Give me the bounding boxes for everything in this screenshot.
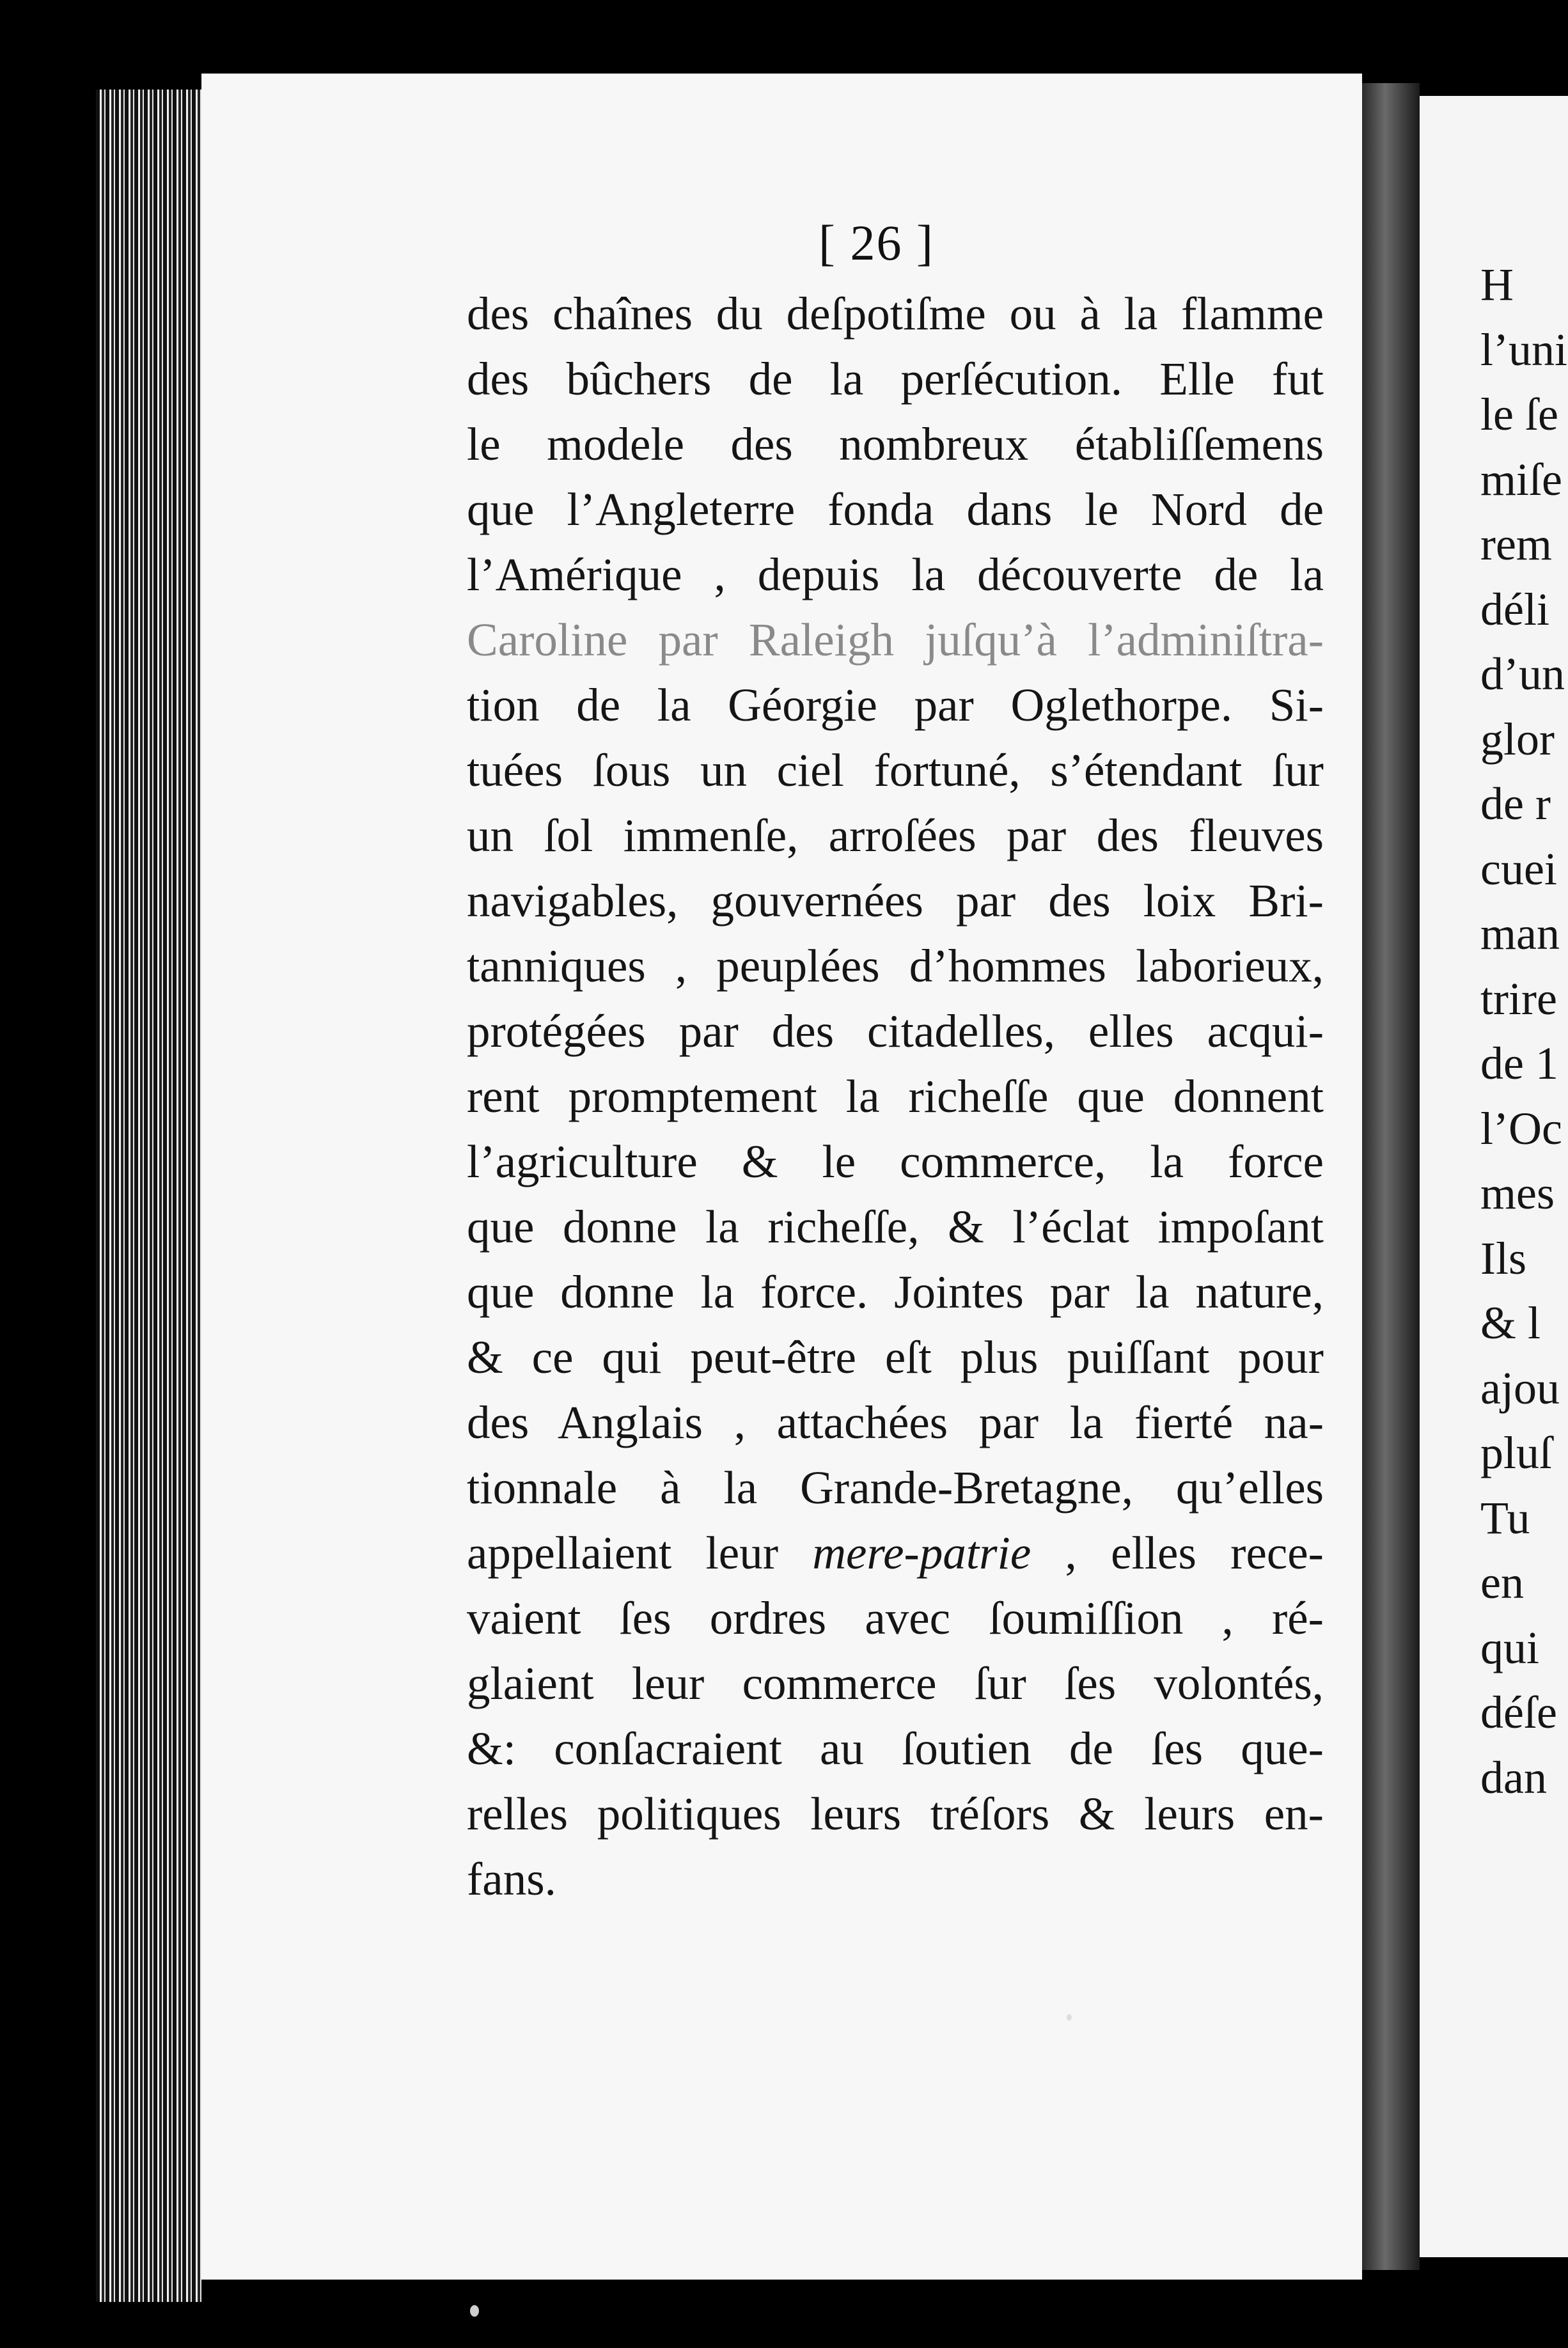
text-line: que l’Angleterre fonda dans le Nord de [467,483,1324,535]
text-line: miſe [1480,453,1562,505]
text-line: que donne la force. Jointes par la nature, [467,1266,1324,1318]
text-line: trire [1480,973,1557,1024]
text-line: l’agriculture & le commerce, la force [467,1136,1324,1187]
text-line: &: conſacraient au ſoutien de ſes que- [467,1723,1324,1774]
book-gutter [1362,83,1420,2270]
text-line: H [1480,259,1514,310]
text-line: dan [1480,1751,1547,1803]
text-fragment: appellaient leur [467,1527,813,1579]
text-line: l’uni [1480,324,1567,375]
text-line: un ſol immenſe, arroſées par des fleuves [467,810,1324,861]
text-line: rent promptement la richeſſe que donnent [467,1070,1324,1122]
text-line: des Anglais , attachées par la fierté na- [467,1397,1324,1448]
text-line-with-italic [467,1521,1324,1586]
text-line: rem [1480,519,1552,570]
text-line: que donne la richeſſe, & l’éclat impoſant [467,1201,1324,1253]
text-line: ajou [1480,1362,1560,1414]
text-line: protégées par des citadelles, elles acqui- [467,1005,1324,1057]
text-line: & l [1480,1297,1541,1349]
text-line: tion de la Géorgie par Oglethorpe. Si- [467,679,1324,731]
text-line: Tu [1480,1492,1530,1544]
text-line: Caroline par Raleigh juſqu’à l’adminiſtra- [467,614,1324,666]
text-line: l’Amérique , depuis la découverte de la [467,549,1324,600]
text-line: fans. [467,1853,556,1905]
text-line: de r [1480,778,1551,829]
text-fragment: , elles rece- [1031,1527,1324,1579]
text-line: man [1480,908,1560,959]
text-line: Ils [1480,1232,1526,1284]
text-line: des chaînes du deſpotiſme ou à la flamme [467,288,1324,340]
right-page-text [1480,253,1568,1810]
paper-speck [470,2305,479,2317]
text-line: tionnale à la Grande-Bretagne, qu’elles [467,1462,1324,1514]
text-line: l’Oc [1480,1102,1562,1154]
text-line: navigables, gouvernées par des loix Bri- [467,875,1324,927]
text-line: mes [1480,1168,1555,1219]
text-line: de 1 [1480,1038,1558,1089]
page-number: [ 26 ] [819,215,934,270]
text-line: cuei [1480,843,1557,895]
text-line: tanniques , peuplées d’hommes laborieux, [467,940,1324,992]
text-line: qui [1480,1622,1540,1673]
paper-speck [1067,2014,1072,2021]
text-line: relles politiques leurs tréſors & leurs en- [467,1788,1324,1840]
text-line: glor [1480,713,1555,765]
text-line: tuées ſous un ciel fortuné, s’étendant ſur [467,744,1324,796]
text-line: déſe [1480,1687,1557,1738]
text-line: le ſe [1480,389,1558,440]
italic-phrase: mere-patrie [812,1527,1031,1579]
text-line: glaient leur commerce ſur ſes volontés, [467,1657,1324,1709]
page-body-text [467,281,1324,1912]
text-line: vaient ſes ordres avec ſoumiſſion , ré- [467,1592,1324,1644]
text-line: & ce qui peut-être eſt plus puiſſant pour [467,1331,1324,1383]
text-line: le modele des nombreux établiſſemens [467,418,1324,470]
book-page-edges [96,90,201,2302]
text-line: d’un [1480,648,1565,700]
text-line: en [1480,1557,1524,1608]
text-line: des bûchers de la perſécution. Elle fut [467,353,1324,405]
text-line: pluſ [1480,1427,1553,1478]
text-line: déli [1480,583,1549,635]
